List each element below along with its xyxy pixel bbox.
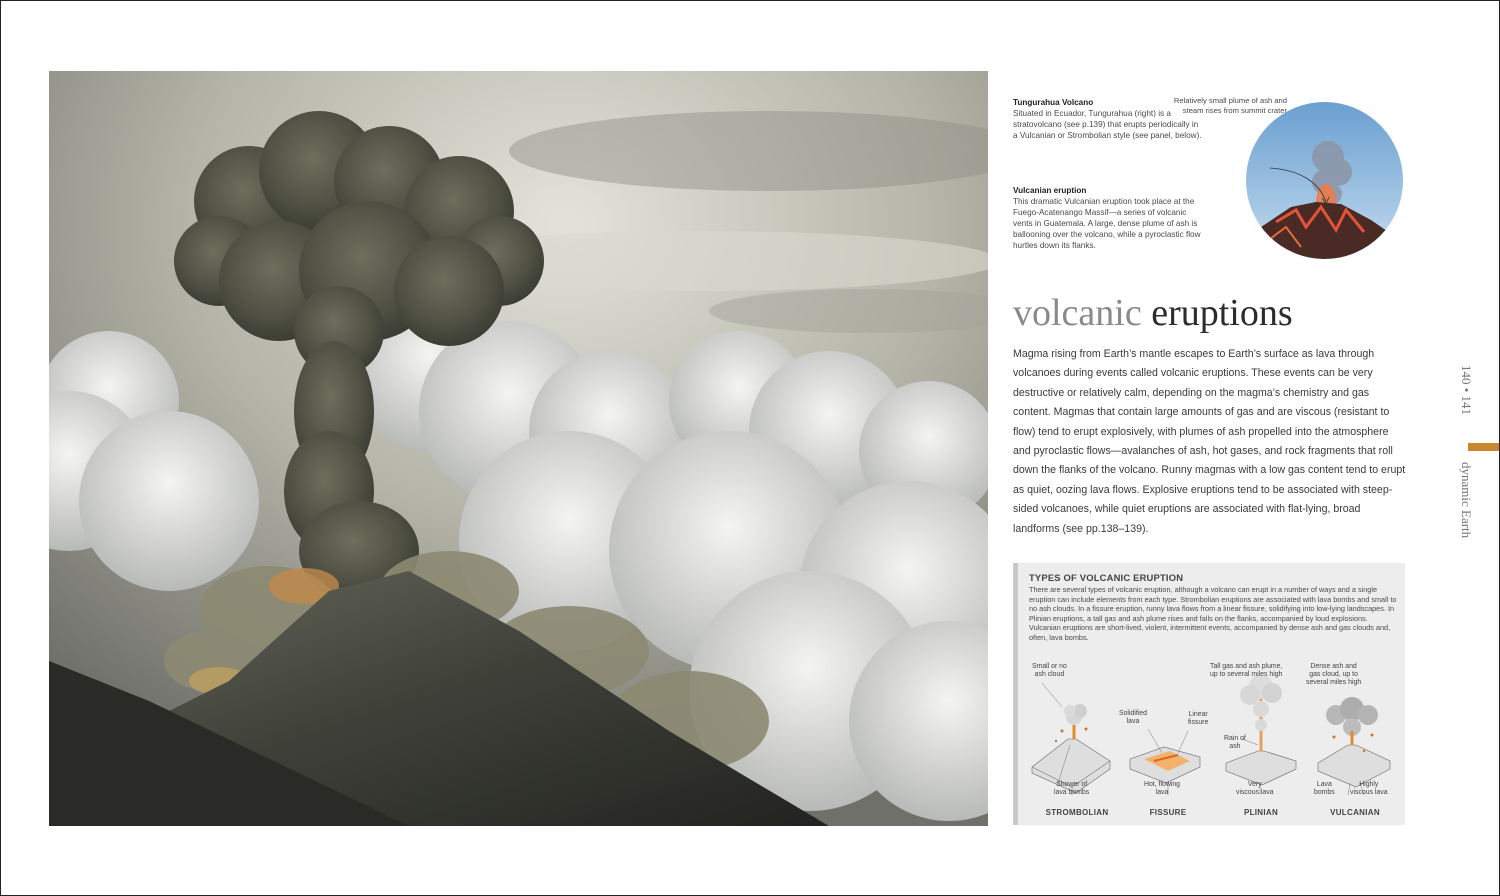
page-numbers [1460, 365, 1476, 445]
caption-title: Vulcanian eruption [1013, 186, 1087, 195]
section-name [1460, 462, 1476, 582]
volcano-photo [49, 71, 988, 826]
caption-title: Tungurahua Volcano [1013, 98, 1094, 107]
type-name: STROMBOLIAN [1045, 808, 1109, 817]
pointer-arrow-icon [1262, 160, 1342, 210]
page-numbers-text: 140 • 141 [1459, 365, 1474, 416]
label-tall-plume: Tall gas and ash plume, up to several miles high [1210, 663, 1283, 678]
label-very-viscous: Very viscous lava [1236, 781, 1274, 796]
eruption-types-panel [1013, 563, 1405, 825]
label-highly-viscous: Highly viscous lava [1350, 781, 1388, 796]
label-dense-ash: Dense ash and gas cloud, up to several miles high [1306, 663, 1362, 686]
title-word-1: volcanic [1013, 292, 1142, 334]
caption-vulcanian [1013, 185, 1203, 251]
panel-text: There are several types of volcanic eruption, although a volcano can erupt in a number of ways and a single eruption can include elements from each type. Strombolian eruptions are associated with lava bombs and small to no ash clouds. In a fissure eruption, runny lava flows from a linear fissure, solidifying into low-lying landscapes. In Plinian eruptions, a tall gas and ash plume rises and falls on the flanks, accompanied by loud explosions. Vulcanian eruptions are short-lived, violent, intermittent events, accompanied by dense ash and gas clouds and, often, lava bombs. [1029, 585, 1397, 642]
section-name-text: dynamic Earth [1459, 462, 1474, 539]
strombolian-diagram [1032, 683, 1110, 795]
type-name: PLINIAN [1243, 808, 1279, 817]
title-word-2: eruptions [1151, 292, 1293, 334]
label-shower-bombs: Shower of lava bombs [1054, 781, 1090, 796]
caption-text: Situated in Ecuador, Tungurahua (right) is a stratovolcano (see p.139) that erupts periodically in a Vulcanian or Strombolian style (see panel, below). [1013, 109, 1202, 140]
section-marker-bar [1468, 443, 1499, 451]
inset-label: Relatively small plume of ash and steam rises from summit crater [1173, 96, 1287, 115]
caption-text: This dramatic Vulcanian eruption took place at the Fuego-Acatenango Massif—a series of volcanic vents in Guatemala. A large, dense plume of ash is ballooning over the volcano, while a pyroclastic flow hurtles down its flanks. [1013, 197, 1201, 250]
type-name: VULCANIAN [1330, 808, 1380, 817]
label-hot-lava: Hot, flowing lava [1144, 781, 1181, 796]
page-title [1013, 288, 1293, 338]
label-lava-bombs: Lava bombs [1314, 781, 1335, 796]
body-paragraph: Magma rising from Earth’s mantle escapes to Earth’s surface as lava through volcanoes during events called volcanic eruptions. These events can be very destructive or relatively calm, depending on the magma’s chemistry and gas content. Magmas that contain large amounts of gas and are viscous (resistant to flow) tend to erupt explosively, with plumes of ash propelled into the atmosphere and pyroclastic flows—avalanches of ash, hot gases, and rock fragments that roll down the flanks of the volcano. Runny magmas with a low gas content tend to erupt as quiet, oozing lava flows. Explosive eruptions tend to be associated with steep-sided volcanoes, while quiet eruptions are associated with flat-lying, broad landforms (see pp.138–139). [1013, 348, 1406, 535]
label-linear-fissure: Linear fissure [1188, 711, 1209, 726]
label-rain-ash: Rain of ash [1224, 735, 1246, 750]
label-solidified-lava: Solidified lava [1119, 710, 1147, 725]
type-name: FISSURE [1149, 808, 1187, 817]
label-small-ash: Small or no ash cloud [1032, 663, 1067, 678]
panel-title: TYPES OF VOLCANIC ERUPTION [1029, 572, 1184, 583]
